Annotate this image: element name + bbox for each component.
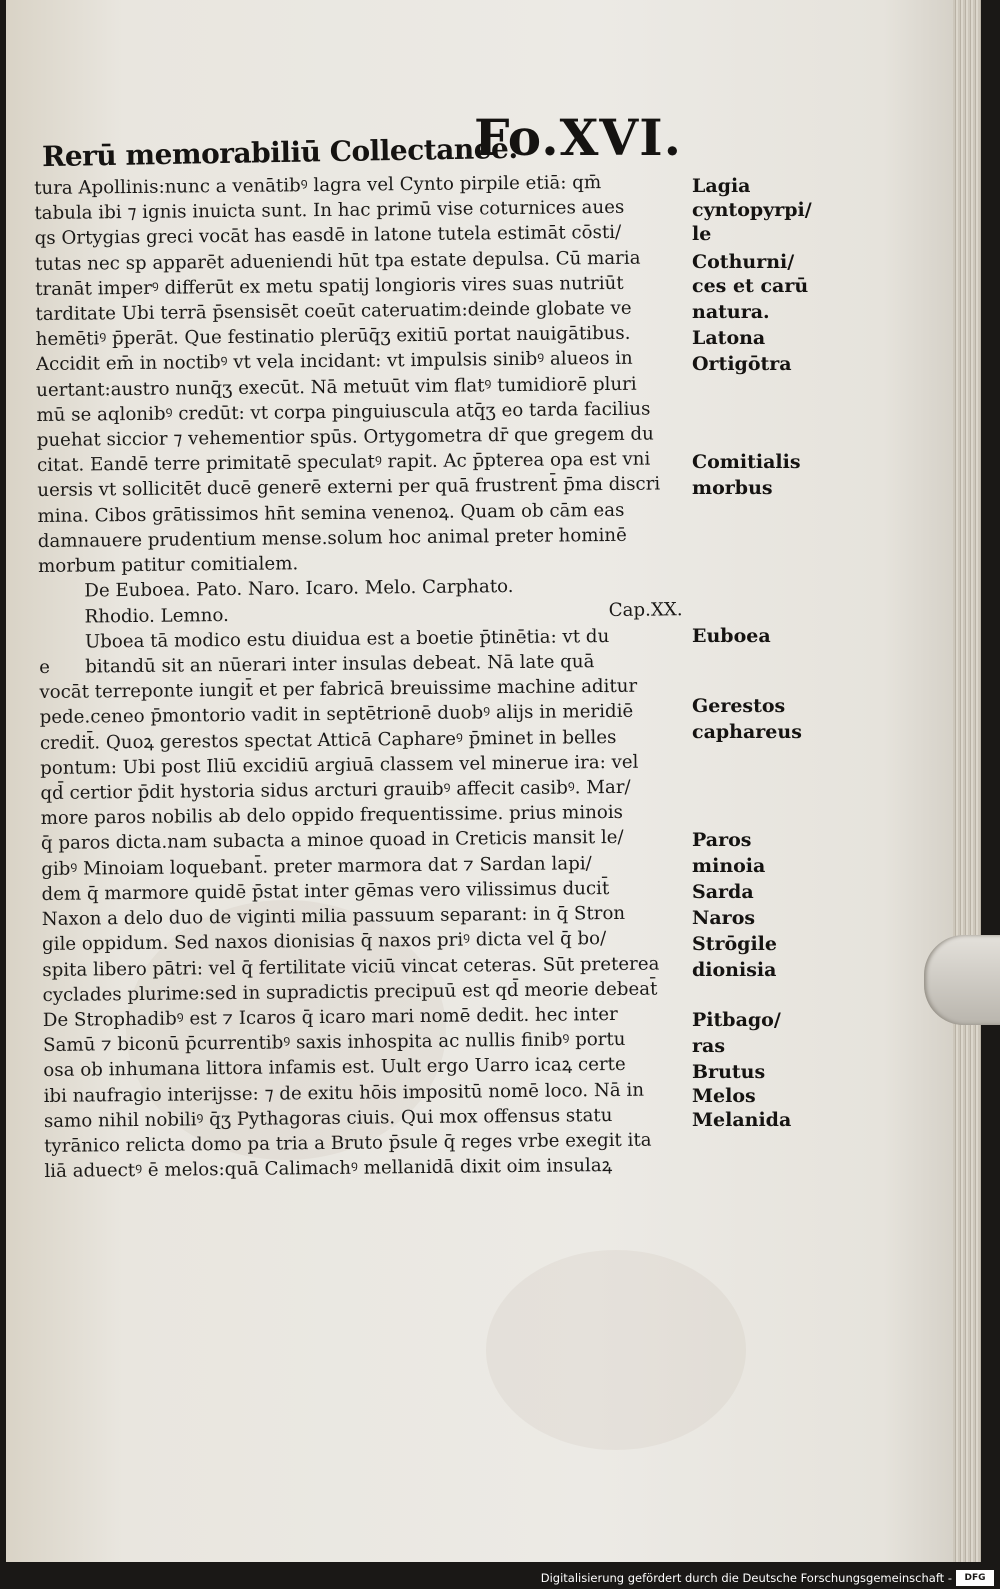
text-line: more paros nobilis ab delo oppido frequentissime. prius minois [40, 802, 624, 830]
text-line: qd̄ certior p̄dit hystoria sidus arcturi grauibꝰ affecit casibꝰ. Mar/ [40, 776, 631, 805]
margin-note: ces et carū [692, 275, 809, 297]
text-line: q̄ paros dicta.nam subacta a minoe quoad in Creticis mansit le/ [40, 827, 624, 855]
text-line: De Strophadibꝰ est ⁊ Icaros q̄ icaro mari nomē dedit. hec inter [42, 1003, 618, 1031]
margin-note: Euboea [692, 625, 771, 647]
digitization-credit: Digitalisierung gefördert durch die Deutsche Forschungsgemeinschaft - [540, 1571, 952, 1585]
chapter-heading-cont: Rhodio. Lemno. [84, 604, 229, 628]
margin-note: le [692, 223, 712, 245]
main-text-column [34, 169, 705, 1184]
margin-note: Gerestos [692, 695, 786, 717]
text-line: uertant:austro nunq̄ʒ execūt. Nā metuūt vim flatꝰ tumidiorē pluri [36, 373, 637, 401]
text-line: Accidit em̄ in noctibꝰ vt vela incidant: vt impulsis sinibꝰ alueos in [35, 348, 633, 376]
text-line: Samū ⁊ biconū p̄currentibꝰ saxis inhospita ac nullis finibꝰ portu [42, 1028, 626, 1057]
text-line: osa ob inhumana littora infamis est. Uult ergo Uarro icaꝝ certe [43, 1054, 626, 1082]
text-line: tura Apollinis:nunc a venātibꝰ lagra vel Cynto pirpile etiā: qm̄ [34, 172, 602, 199]
text-line: bitandū sit an nūerari inter insulas debeat. Nā late quā [85, 651, 595, 678]
margin-note: natura. [692, 301, 770, 323]
text-line: uersis vt sollicitēt ducē generē externi per quā frustrent̄ p̄ma discri [37, 473, 661, 502]
margin-note: Comitialis [692, 451, 801, 473]
margin-note: cyntopyrpi/ [692, 199, 812, 221]
text-line: Uboea tā modico estu diuidua est a boetie p̄tinētia: vt du [84, 625, 610, 653]
margin-note: Melos [692, 1085, 756, 1107]
text-line: credit̄. Quoꝝ gerestos spectat Atticā Caphareꝰ p̄minet in belles [39, 726, 617, 754]
text-line: pede.ceneo p̄montorio vadit in septētrionē duobꝰ alijs in meridiē [39, 701, 634, 729]
text-line: cyclades plurime:sed in supradictis precipuū est qd̄ meorie debeat̄ [42, 978, 658, 1006]
text-line: hemētiꝰ p̄perāt. Que festinatio plerūq̄ʒ exitiū portat nauigātibus. [35, 322, 631, 351]
text-line: damnauere prudentium mense.solum hoc animal preter hominē [37, 524, 627, 552]
text-line: gile oppidum. Sed naxos dionisias q̄ naxos priꝰ dicta vel q̄ bo/ [41, 928, 607, 956]
text-line: tranāt imperꝰ differūt ex metu spatij longioris vires suas nutriūt [35, 272, 624, 300]
margin-note: Strōgile [692, 933, 777, 955]
text-line: tutas nec sp apparēt adueniendi hūt tpa estate depulsa. Cū maria [34, 247, 641, 275]
drop-initial-guide: e [39, 656, 51, 679]
text-line: morbum patitur comitialem. [37, 553, 299, 578]
page-header [42, 108, 682, 180]
running-title: Rerū memorabiliū Collectanee. [41, 131, 518, 174]
margin-note: Lagia [692, 175, 751, 197]
footer-bar [0, 1568, 1000, 1589]
margin-note: minoia [692, 855, 766, 877]
margin-note: caphareus [692, 721, 802, 743]
text-line: spita libero pātri: vel q̄ fertilitate viciū vincat ceteras. Sūt preterea [42, 952, 660, 981]
text-line: citat. Eandē terre primitatē speculatꝰ rapit. Ac p̄pterea opa est vni [36, 448, 651, 477]
text-line: vocāt terreponte iungit̄ et per fabricā breuissime machine aditur [39, 675, 638, 704]
margin-note: ras [692, 1035, 726, 1057]
margin-note: dionisia [692, 959, 777, 981]
text-line: qs Ortygias greci vocāt has easdē in latone tutela estimāt cōsti/ [34, 222, 622, 250]
text-line: mina. Cibos grātissimos hn̄t semina venenoꝝ. Quam ob cām eas [37, 499, 625, 527]
text-line: gibꝰ Minoiam loquebant̄. preter marmora dat ⁊ Sardan lapi/ [41, 852, 592, 880]
dfg-logo-icon: DFG [956, 1570, 994, 1586]
text-line: puehat siccior ⁊ vehementior spūs. Ortygometra dr̄ que gregem du [36, 423, 654, 452]
page-edge [953, 0, 981, 1562]
text-line: tyrānico relicta domo pa tria a Bruto p̄sule q̄ reges vrbe exegit ita [44, 1129, 652, 1157]
text-line: dem q̄ marmore quidē p̄stat inter gēmas vero vilissimus ducit̄ [41, 877, 610, 905]
book-clasp [924, 935, 1000, 1025]
text-line: mū se aqlonibꝰ credūt: vt corpa pinguiuscula atq̄ʒ eo tarda facilius [36, 398, 651, 426]
margin-note: Melanida [692, 1109, 792, 1131]
margin-note: Ortigōtra [692, 353, 792, 375]
margin-note: Sarda [692, 881, 754, 903]
text-line: samo nihil nobiliꝰ q̄ʒ Pythagoras ciuis. Qui mox offensus statu [43, 1104, 613, 1132]
margin-note: Paros [692, 829, 752, 851]
text-line: Naxon a delo duo de viginti milia passuum separant: in q̄ Stron [41, 902, 626, 931]
paper-stain [486, 1250, 746, 1450]
text-line: liā aduectꝰ ē melos:quā Calimachꝰ mellanidā dixit oim insulaꝝ [44, 1155, 613, 1183]
folio-number: Fo.XVI. [474, 108, 683, 167]
margin-note: Brutus [692, 1061, 766, 1083]
margin-note: morbus [692, 477, 773, 499]
margin-note: Latona [692, 327, 766, 349]
book-page [6, 0, 981, 1562]
text-line: ibi naufragio interijsse: ⁊ de exitu hōis impositū nomē loco. Nā in [43, 1079, 645, 1107]
margin-notes-column [692, 174, 822, 1174]
text-line: tabula ibi ⁊ ignis inuicta sunt. In hac primū vise coturnices aues [34, 197, 625, 225]
margin-note: Naros [692, 907, 756, 929]
margin-note: Cothurni/ [692, 251, 795, 273]
chapter-heading: De Euboea. Pato. Naro. Icaro. Melo. Carphato. [84, 576, 514, 602]
text-line: pontum: Ubi post Iliū excidiū argiuā classem vel minerue ira: vel [40, 751, 639, 779]
text-line: tarditate Ubi terrā p̄sensisēt coeūt cateruatim:deinde globate ve [35, 297, 632, 326]
chapter-number: Cap.XX. [608, 599, 683, 622]
margin-note: Pitbago/ [692, 1009, 781, 1031]
